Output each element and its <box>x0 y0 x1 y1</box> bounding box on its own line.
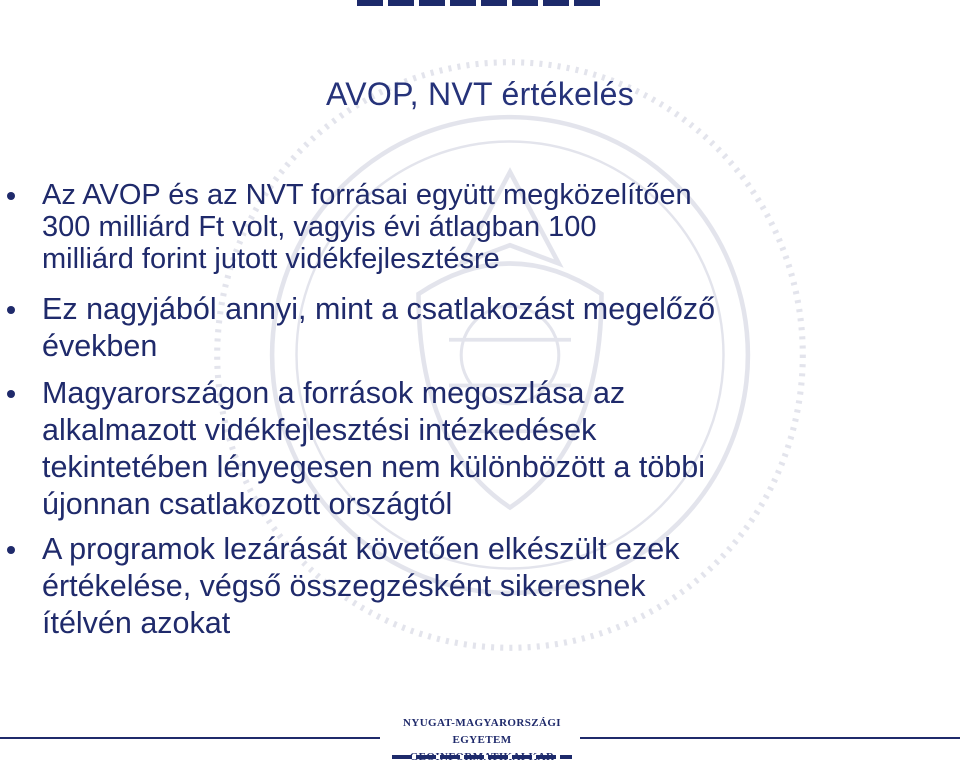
bullet-line: években <box>42 329 158 363</box>
bullet-line: Magyarországon a források megoszlása az <box>42 376 626 410</box>
bullet-item <box>0 179 940 275</box>
bullet-line: 300 milliárd Ft volt, vagyis évi átlagban 100 <box>42 211 597 243</box>
slide-title: AVOP, NVT értékelés <box>325 76 635 112</box>
bullet-line: Ez nagyjából annyi, mint a csatlakozást megelőző <box>42 292 716 326</box>
bullet-line: értékelése, végső összegzésként sikeresnek <box>42 569 646 603</box>
bullet-line: ítélvén azokat <box>42 606 231 640</box>
bullet-dot-icon <box>7 306 15 314</box>
bullet-dot-icon <box>7 192 15 200</box>
bullet-line: alkalmazott vidékfejlesztési intézkedések <box>42 413 597 447</box>
bullet-line: Az AVOP és az NVT forrásai együtt megközelítően <box>42 179 692 211</box>
top-decorative-bar <box>357 0 605 6</box>
bullet-line: milliárd forint jutott vidékfejlesztésre <box>42 243 500 275</box>
bullet-item <box>0 531 940 642</box>
bullet-list <box>0 179 940 642</box>
bullet-dot-icon <box>7 546 15 554</box>
footer-decorative-bar <box>392 755 572 759</box>
bullet-line: újonnan csatlakozott országtól <box>42 487 453 521</box>
bullet-item <box>0 291 940 365</box>
bullet-item <box>0 375 940 523</box>
bullet-dot-icon <box>7 390 15 398</box>
footer-university-name: NYUGAT-MAGYARORSZÁGI EGYETEM <box>403 717 561 746</box>
bullet-line: A programok lezárását követően elkészült ezek <box>42 532 680 566</box>
bullet-line: tekintetében lényegesen nem különbözött a többi <box>42 450 706 484</box>
